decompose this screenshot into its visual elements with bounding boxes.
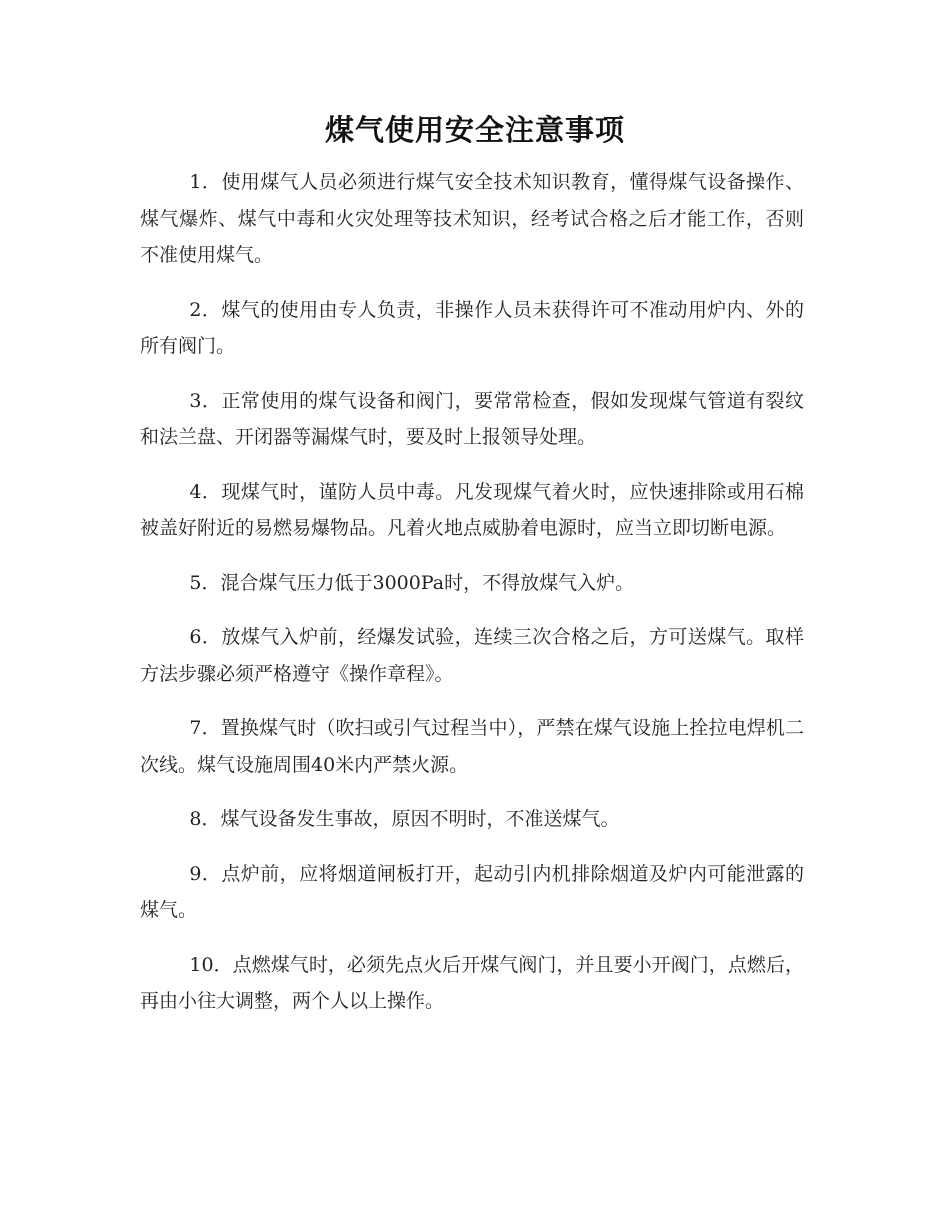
paragraph-10: 10．点燃煤气时，必须先点火后开煤气阀门，并且要小开阀门，点燃后，再由小往大调整，两个人以上操作。 xyxy=(140,953,804,1012)
paragraph-7: 7．置换煤气时（吹扫或引气过程当中），严禁在煤气设施上拴拉电焊机二次线。煤气设施周围40米内严禁火源。 xyxy=(140,717,804,776)
paragraph-4: 4．现煤气时，谨防人员中毒。凡发现煤气着火时，应快速排除或用石棉被盖好附近的易燃易爆物品。凡着火地点威胁着电源时，应当立即切断电源。 xyxy=(140,480,804,539)
paragraph-2: 2．煤气的使用由专人负责，非操作人员未获得许可不准动用炉内、外的所有阀门。 xyxy=(140,298,804,357)
paragraph-9: 9．点炉前，应将烟道闸板打开，起动引内机排除烟道及炉内可能泄露的煤气。 xyxy=(140,862,804,921)
document-body xyxy=(140,164,804,1038)
paragraph-8: 8．煤气设备发生事故，原因不明时，不准送煤气。 xyxy=(189,808,620,830)
paragraph-1: 1．使用煤气人员必须进行煤气安全技术知识教育，懂得煤气设备操作、煤气爆炸、煤气中毒和火灾处理等技术知识，经考试合格之后才能工作，否则不准使用煤气。 xyxy=(140,171,804,266)
paragraph-5: 5．混合煤气压力低于3000Pa时，不得放煤气入炉。 xyxy=(189,571,635,594)
paragraph-6: 6．放煤气入炉前，经爆发试验，连续三次合格之后，方可送煤气。取样方法步骤必须严格遵守《操作章程》。 xyxy=(140,626,804,685)
document-title: 煤气使用安全注意事项 xyxy=(324,113,625,147)
paragraph-3: 3．正常使用的煤气设备和阀门，要常常检查，假如发现煤气管道有裂纹和法兰盘、开闭器等漏煤气时，要及时上报领导处理。 xyxy=(140,389,804,448)
